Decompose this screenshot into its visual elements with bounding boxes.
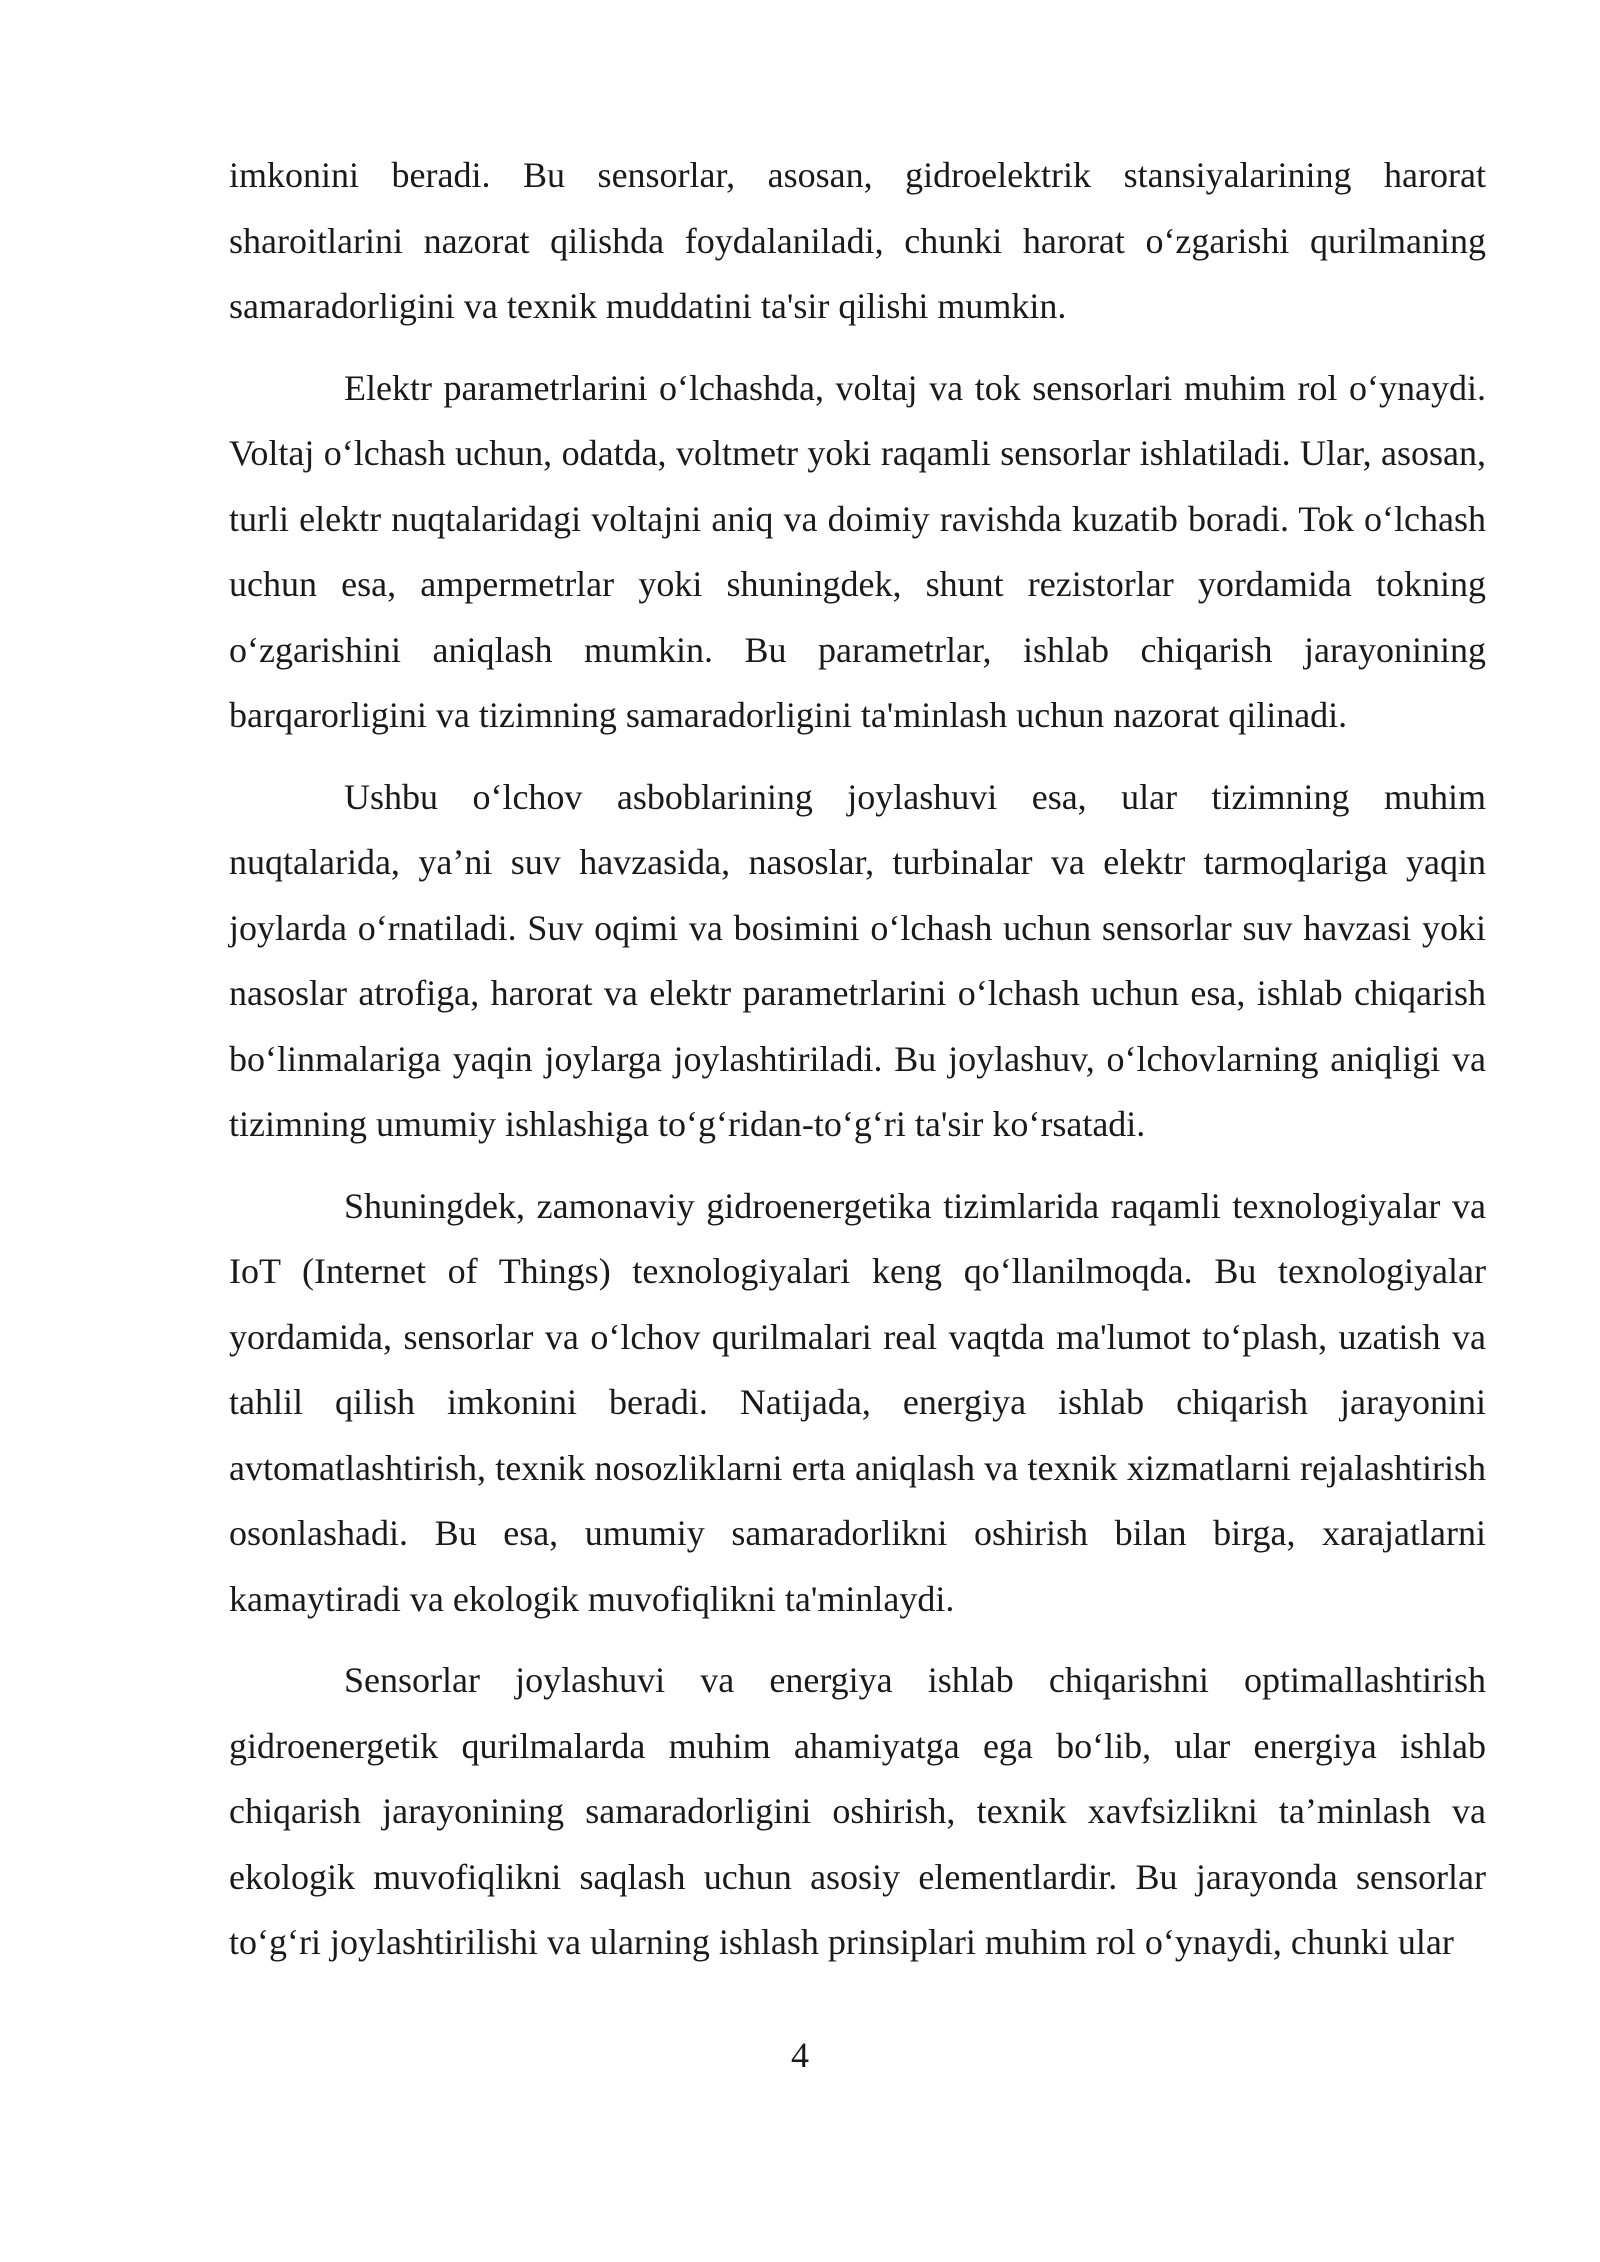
paragraph-continued: imkonini beradi. Bu sensorlar, asosan, gidroelektrik stansiyalarining harorat sharoitlarini nazorat qilishda foydalaniladi, chunki harorat o‘zgarishi qurilmaning samaradorligini va texnik muddatini ta'sir qilishi mumkin.	[229, 155, 1486, 326]
document-body	[229, 143, 1486, 1992]
page-number: 4	[791, 2035, 809, 2075]
paragraph-digital-technologies: Shuningdek, zamonaviy gidroenergetika tizimlarida raqamli texnologiyalar va IoT (Internet of Things) texnologiyalari keng qo‘llanilmoqda. Bu texnologiyalar yordamida, sensorlar va o‘lchov qurilmalari real vaqtda ma'lumot to‘plash, uzatish va tahlil qilish imkonini beradi. Natijada, energiya ishlab chiqarish jarayonini avtomatlashtirish, texnik nosozliklarni erta aniqlash va texnik xizmatlarni rejalashtirish osonlashadi. Bu esa, umumiy samaradorlikni oshirish bilan birga, xarajatlarni kamaytiradi va ekologik muvofiqlikni ta'minlaydi.	[229, 1185, 1486, 1619]
paragraph-sensor-optimization: Sensorlar joylashuvi va energiya ishlab chiqarishni optimallashtirish gidroenergetik qurilmalarda muhim ahamiyatga ega bo‘lib, ular energiya ishlab chiqarish jarayonining samaradorligini oshirish, texnik xavfsizlikni ta’minlash va ekologik muvofiqlikni saqlash uchun asosiy elementlardir. Bu jarayonda sensorlar to‘g‘ri joylashtirilishi va ularning ishlash prinsiplari muhim rol o‘ynaydi, chunki ular	[229, 1660, 1486, 1962]
paragraph-electric-parameters: Elektr parametrlarini o‘lchashda, voltaj va tok sensorlari muhim rol o‘ynaydi. Voltaj o‘lchash uchun, odatda, voltmetr yoki raqamli sensorlar ishlatiladi. Ular, asosan, turli elektr nuqtalaridagi voltajni aniq va doimiy ravishda kuzatib boradi. Tok o‘lchash uchun esa, ampermetrlar yoki shuningdek, shunt rezistorlar yordamida tokning o‘zgarishini aniqlash mumkin. Bu parametrlar, ishlab chiqarish jarayonining barqarorligini va tizimning samaradorligini ta'minlash uchun nazorat qilinadi.	[229, 367, 1486, 735]
paragraph-instrument-placement: Ushbu o‘lchov asboblarining joylashuvi esa, ular tizimning muhim nuqtalarida, ya’ni suv havzasida, nasoslar, turbinalar va elektr tarmoqlariga yaqin joylarda o‘rnatiladi. Suv oqimi va bosimini o‘lchash uchun sensorlar suv havzasi yoki nasoslar atrofiga, harorat va elektr parametrlarini o‘lchash uchun esa, ishlab chiqarish bo‘linmalariga yaqin joylarga joylashtiriladi. Bu joylashuv, o‘lchovlarning aniqligi va tizimning umumiy ishlashiga to‘g‘ridan-to‘g‘ri ta'sir ko‘rsatadi.	[229, 776, 1486, 1144]
